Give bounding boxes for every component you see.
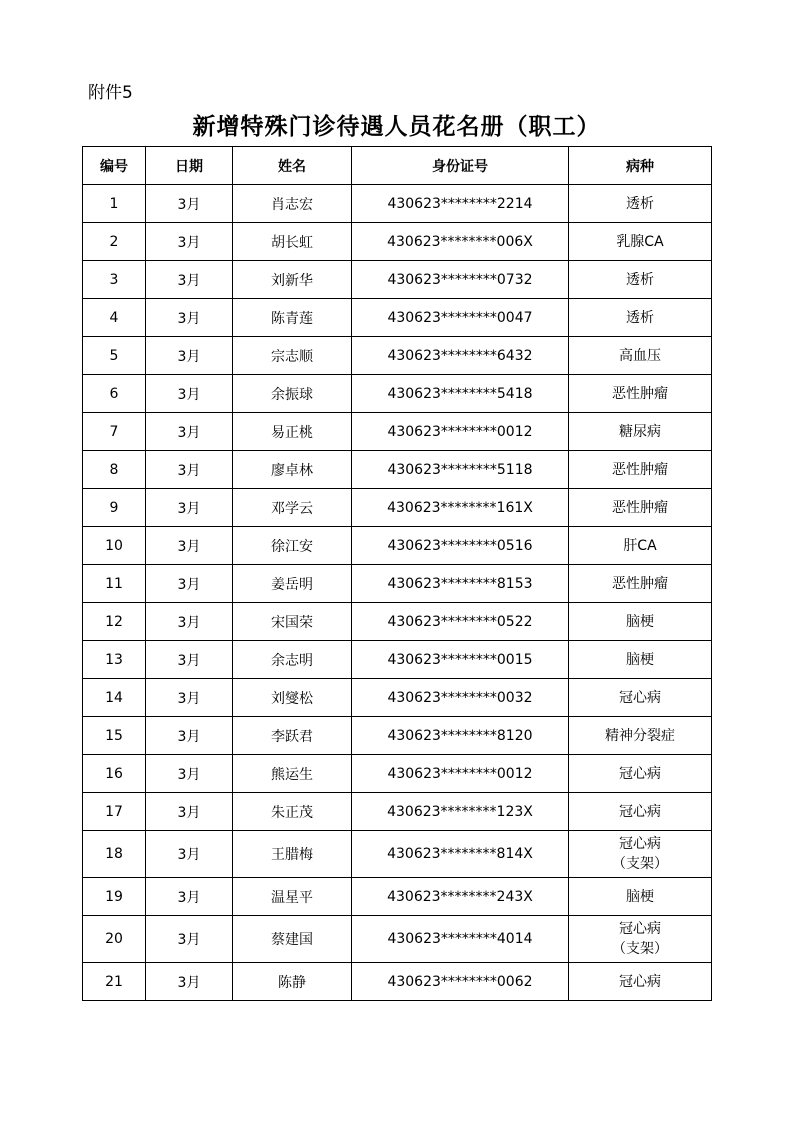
cell-disease bbox=[569, 878, 712, 916]
cell-number: 15 bbox=[83, 717, 146, 755]
cell-name: 徐江安 bbox=[233, 527, 352, 565]
cell-name: 李跃君 bbox=[233, 717, 352, 755]
cell-disease bbox=[569, 489, 712, 527]
cell-number: 2 bbox=[83, 223, 146, 261]
table-row bbox=[83, 185, 712, 223]
cell-name: 刘新华 bbox=[233, 261, 352, 299]
cell-disease bbox=[569, 679, 712, 717]
cell-number: 18 bbox=[83, 831, 146, 878]
cell-disease bbox=[569, 717, 712, 755]
cell-date: 3月 bbox=[146, 337, 233, 375]
cell-disease bbox=[569, 641, 712, 679]
cell-number: 19 bbox=[83, 878, 146, 916]
cell-date: 3月 bbox=[146, 489, 233, 527]
cell-disease bbox=[569, 916, 712, 963]
cell-id-number: 430623********0732 bbox=[352, 261, 569, 299]
cell-disease bbox=[569, 755, 712, 793]
cell-number: 8 bbox=[83, 451, 146, 489]
cell-date: 3月 bbox=[146, 565, 233, 603]
cell-number: 6 bbox=[83, 375, 146, 413]
table-row bbox=[83, 831, 712, 878]
cell-disease bbox=[569, 185, 712, 223]
cell-disease bbox=[569, 565, 712, 603]
cell-date: 3月 bbox=[146, 185, 233, 223]
cell-disease bbox=[569, 963, 712, 1001]
cell-disease bbox=[569, 375, 712, 413]
cell-name: 宋国荣 bbox=[233, 603, 352, 641]
cell-name: 熊运生 bbox=[233, 755, 352, 793]
table-row bbox=[83, 527, 712, 565]
header-number: 编号 bbox=[83, 147, 146, 185]
cell-date: 3月 bbox=[146, 527, 233, 565]
disease-line: 精神分裂症 bbox=[605, 727, 675, 744]
cell-name: 刘燮松 bbox=[233, 679, 352, 717]
table-row bbox=[83, 717, 712, 755]
cell-number: 16 bbox=[83, 755, 146, 793]
cell-disease bbox=[569, 603, 712, 641]
cell-date: 3月 bbox=[146, 878, 233, 916]
cell-name: 邓学云 bbox=[233, 489, 352, 527]
disease-line: 恶性肿瘤 bbox=[612, 575, 668, 592]
cell-name: 陈静 bbox=[233, 963, 352, 1001]
disease-line: 肝CA bbox=[623, 537, 657, 554]
cell-date: 3月 bbox=[146, 603, 233, 641]
table-row bbox=[83, 489, 712, 527]
cell-id-number: 430623********6432 bbox=[352, 337, 569, 375]
table-row bbox=[83, 916, 712, 963]
cell-id-number: 430623********2214 bbox=[352, 185, 569, 223]
disease-line: （支架） bbox=[612, 856, 668, 872]
header-disease: 病种 bbox=[569, 147, 712, 185]
cell-name: 廖卓林 bbox=[233, 451, 352, 489]
cell-number: 14 bbox=[83, 679, 146, 717]
cell-name: 胡长虹 bbox=[233, 223, 352, 261]
table-row bbox=[83, 963, 712, 1001]
cell-disease bbox=[569, 451, 712, 489]
cell-id-number: 430623********123X bbox=[352, 793, 569, 831]
disease-line: 冠心病 bbox=[619, 921, 661, 937]
header-date: 日期 bbox=[146, 147, 233, 185]
header-name: 姓名 bbox=[233, 147, 352, 185]
disease-line: 乳腺CA bbox=[616, 233, 664, 250]
disease-line: 脑梗 bbox=[626, 888, 654, 905]
cell-name: 温星平 bbox=[233, 878, 352, 916]
table-row bbox=[83, 679, 712, 717]
cell-number: 7 bbox=[83, 413, 146, 451]
cell-id-number: 430623********0015 bbox=[352, 641, 569, 679]
cell-id-number: 430623********5418 bbox=[352, 375, 569, 413]
disease-line: 恶性肿瘤 bbox=[612, 461, 668, 478]
disease-line: 冠心病 bbox=[619, 803, 661, 820]
cell-name: 姜岳明 bbox=[233, 565, 352, 603]
cell-id-number: 430623********4014 bbox=[352, 916, 569, 963]
cell-id-number: 430623********814X bbox=[352, 831, 569, 878]
cell-disease bbox=[569, 261, 712, 299]
cell-number: 10 bbox=[83, 527, 146, 565]
cell-number: 9 bbox=[83, 489, 146, 527]
disease-line: 恶性肿瘤 bbox=[612, 385, 668, 402]
cell-date: 3月 bbox=[146, 963, 233, 1001]
table-row bbox=[83, 223, 712, 261]
cell-id-number: 430623********006X bbox=[352, 223, 569, 261]
cell-id-number: 430623********243X bbox=[352, 878, 569, 916]
table-row bbox=[83, 299, 712, 337]
table-row bbox=[83, 375, 712, 413]
disease-line: 透析 bbox=[626, 271, 654, 288]
cell-disease bbox=[569, 337, 712, 375]
cell-name: 朱正茂 bbox=[233, 793, 352, 831]
table-row bbox=[83, 451, 712, 489]
cell-disease bbox=[569, 223, 712, 261]
cell-name: 王腊梅 bbox=[233, 831, 352, 878]
cell-disease bbox=[569, 527, 712, 565]
cell-number: 20 bbox=[83, 916, 146, 963]
cell-date: 3月 bbox=[146, 451, 233, 489]
cell-disease bbox=[569, 793, 712, 831]
cell-date: 3月 bbox=[146, 717, 233, 755]
disease-line: 冠心病 bbox=[619, 689, 661, 706]
disease-line: 恶性肿瘤 bbox=[612, 499, 668, 516]
table-row bbox=[83, 793, 712, 831]
disease-line: 糖尿病 bbox=[619, 423, 661, 440]
disease-line: 透析 bbox=[626, 309, 654, 326]
cell-date: 3月 bbox=[146, 679, 233, 717]
cell-date: 3月 bbox=[146, 831, 233, 878]
cell-number: 1 bbox=[83, 185, 146, 223]
cell-number: 11 bbox=[83, 565, 146, 603]
attachment-label: 附件5 bbox=[88, 83, 133, 103]
cell-name: 肖志宏 bbox=[233, 185, 352, 223]
disease-line: 透析 bbox=[626, 195, 654, 212]
cell-disease bbox=[569, 831, 712, 878]
cell-date: 3月 bbox=[146, 916, 233, 963]
cell-name: 陈青莲 bbox=[233, 299, 352, 337]
cell-id-number: 430623********0012 bbox=[352, 413, 569, 451]
cell-number: 21 bbox=[83, 963, 146, 1001]
cell-number: 4 bbox=[83, 299, 146, 337]
cell-id-number: 430623********0032 bbox=[352, 679, 569, 717]
disease-line: 脑梗 bbox=[626, 613, 654, 630]
disease-line: 冠心病 bbox=[619, 836, 661, 852]
cell-date: 3月 bbox=[146, 793, 233, 831]
cell-number: 12 bbox=[83, 603, 146, 641]
disease-line: 高血压 bbox=[619, 347, 661, 364]
roster-table bbox=[82, 146, 712, 1001]
cell-date: 3月 bbox=[146, 641, 233, 679]
cell-number: 3 bbox=[83, 261, 146, 299]
cell-date: 3月 bbox=[146, 223, 233, 261]
cell-date: 3月 bbox=[146, 413, 233, 451]
table-row bbox=[83, 755, 712, 793]
table-row bbox=[83, 337, 712, 375]
header-id-number: 身份证号 bbox=[352, 147, 569, 185]
cell-id-number: 430623********8120 bbox=[352, 717, 569, 755]
table-row bbox=[83, 641, 712, 679]
cell-disease bbox=[569, 413, 712, 451]
cell-id-number: 430623********8153 bbox=[352, 565, 569, 603]
cell-number: 5 bbox=[83, 337, 146, 375]
cell-id-number: 430623********5118 bbox=[352, 451, 569, 489]
table-body bbox=[83, 185, 712, 1001]
cell-id-number: 430623********0522 bbox=[352, 603, 569, 641]
cell-name: 易正桃 bbox=[233, 413, 352, 451]
cell-date: 3月 bbox=[146, 755, 233, 793]
cell-name: 余振球 bbox=[233, 375, 352, 413]
cell-number: 13 bbox=[83, 641, 146, 679]
cell-disease bbox=[569, 299, 712, 337]
cell-name: 蔡建国 bbox=[233, 916, 352, 963]
cell-id-number: 430623********0047 bbox=[352, 299, 569, 337]
cell-id-number: 430623********0062 bbox=[352, 963, 569, 1001]
cell-id-number: 430623********0516 bbox=[352, 527, 569, 565]
cell-name: 宗志顺 bbox=[233, 337, 352, 375]
disease-line: 冠心病 bbox=[619, 973, 661, 990]
table-row bbox=[83, 413, 712, 451]
disease-line: （支架） bbox=[612, 941, 668, 957]
cell-number: 17 bbox=[83, 793, 146, 831]
page-title: 新增特殊门诊待遇人员花名册（职工） bbox=[192, 113, 601, 140]
table-header-row bbox=[83, 147, 712, 185]
cell-date: 3月 bbox=[146, 261, 233, 299]
cell-date: 3月 bbox=[146, 299, 233, 337]
cell-date: 3月 bbox=[146, 375, 233, 413]
table-row bbox=[83, 565, 712, 603]
disease-line: 冠心病 bbox=[619, 765, 661, 782]
table-row bbox=[83, 603, 712, 641]
cell-id-number: 430623********0012 bbox=[352, 755, 569, 793]
cell-id-number: 430623********161X bbox=[352, 489, 569, 527]
table-row bbox=[83, 261, 712, 299]
cell-name: 余志明 bbox=[233, 641, 352, 679]
disease-line: 脑梗 bbox=[626, 651, 654, 668]
table-row bbox=[83, 878, 712, 916]
